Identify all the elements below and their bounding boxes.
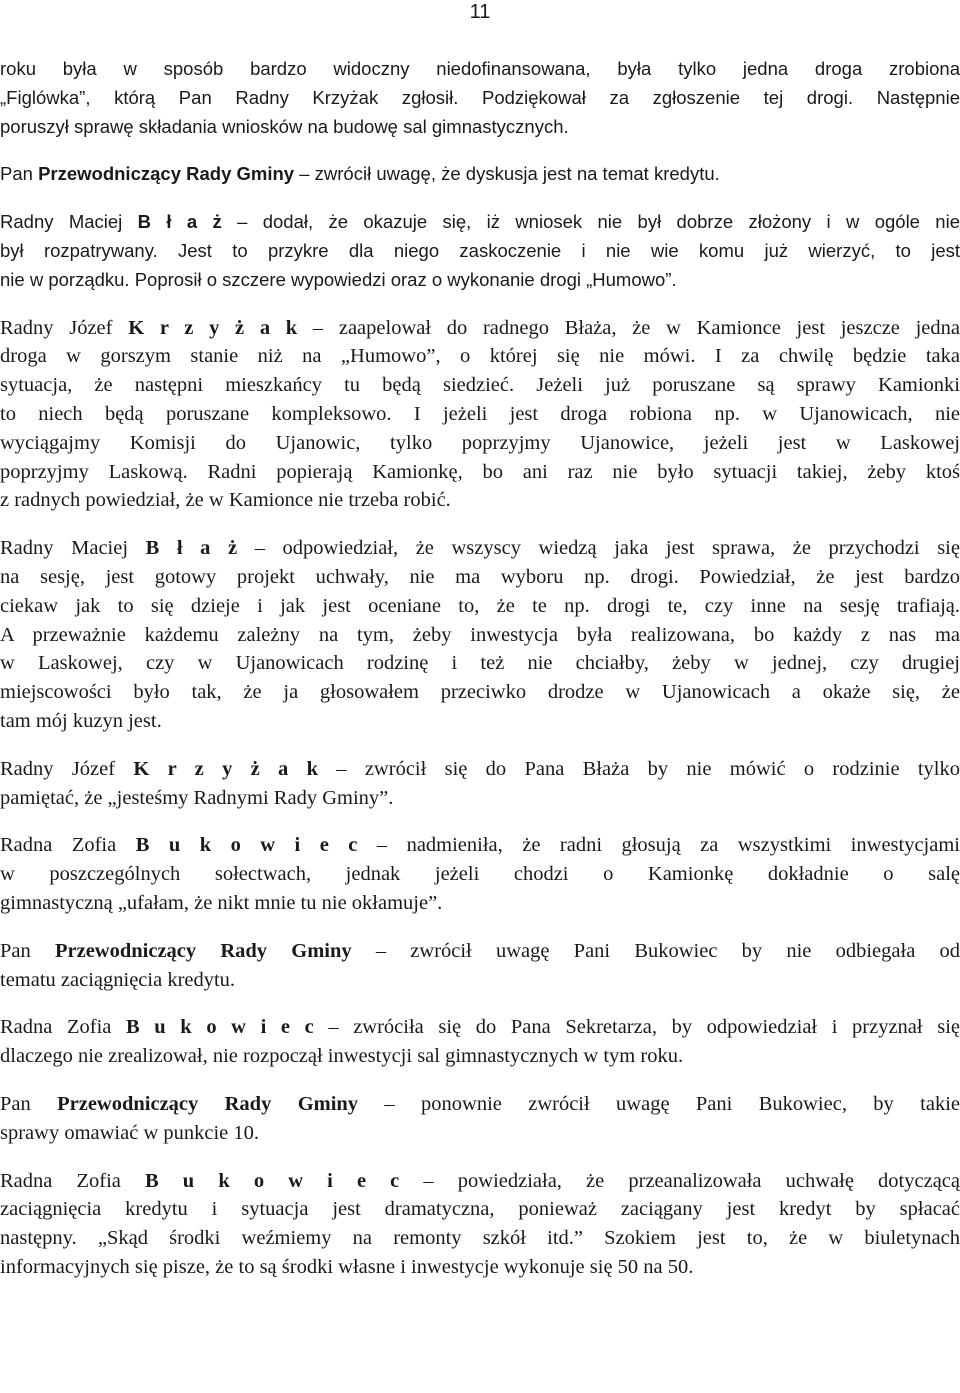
- text-line: w poszczególnych sołectwach, jednak jeżeli chodzi o Kamionkę dokładnie o salę: [0, 863, 960, 886]
- speaker-name: K r z y ż a k: [133, 757, 318, 780]
- speaker-name: Przewodniczący Rady Gminy: [54, 939, 352, 962]
- text-line: „Figlówka”, którą Pan Radny Krzyżak zgłosił. Podziękował za zgłoszenie tej drogi. Następnie: [0, 86, 960, 108]
- text-line: był rozpatrywany. Jest to przykre dla niego zaskoczenie i nie wie komu już wierzyć, to jest: [0, 239, 960, 261]
- text-line: Radny Józef K r z y ż a k – zwrócił się do Pana Błaża by nie mówić o rodzinie tylko: [0, 757, 960, 780]
- text-line: poprzyjmy Laskową. Radni popierają Kamionkę, bo ani raz nie było sytuacji takiej, żeby ktoś: [0, 460, 960, 483]
- text-line: roku była w sposób bardzo widoczny niedofinansowana, była tylko jedna droga zrobiona: [0, 58, 960, 79]
- text-line: dlaczego nie zrealizował, nie rozpoczął inwestycji sal gimnastycznych w tym roku.: [0, 1045, 684, 1068]
- paragraph: [0, 208, 960, 294]
- speaker-name: B ł a ż: [145, 537, 238, 560]
- text-line: Radny Maciej B ł a ż – dodał, że okazuje się, iż wniosek nie był dobrze złożony i w ogóle nie: [0, 211, 960, 233]
- text-line: to niech będą poruszane kompleksowo. I jeżeli jest droga robiona np. w Ujanowicach, nie: [0, 402, 960, 425]
- text-line: A przeważnie każdemu zależny na tym, żeby inwestycja była realizowana, bo każdy z nas ma: [0, 623, 960, 646]
- text-line: zaciągnięcia kredytu i sytuacja jest dramatyczna, ponieważ zaciągany jest kredyt by spłacać: [0, 1198, 960, 1221]
- paragraph: [0, 1013, 960, 1071]
- text-line: sytuacja, że następni mieszkańcy tu będą siedzieć. Jeżeli już poruszane są sprawy Kamionki: [0, 374, 960, 397]
- text-line: Pan Przewodniczący Rady Gminy – zwrócił uwagę Pani Bukowiec by nie odbiegała od: [0, 939, 960, 962]
- text-line: następny. „Skąd środki weźmiemy na remonty szkół itd.” Szokiem jest to, że w biuletynach: [0, 1227, 960, 1250]
- paragraph: [0, 314, 960, 516]
- text-line: Radna Zofia B u k o w i e c – zwróciła się do Pana Sekretarza, by odpowiedział i przyznał się: [0, 1016, 960, 1039]
- text-line: na sesję, jest gotowy projekt uchwały, nie ma wyboru np. drogi. Powiedział, że jest bardzo: [0, 565, 960, 588]
- text-line: Pan Przewodniczący Rady Gminy – zwrócił uwagę, że dyskusja jest na temat kredytu.: [0, 163, 720, 185]
- speaker-name: B u k o w i e c: [145, 1169, 400, 1192]
- paragraph: [0, 937, 960, 995]
- paragraph: [0, 1167, 960, 1282]
- text-line: tam mój kuzyn jest.: [0, 709, 162, 732]
- page-number: 11: [469, 1, 491, 23]
- text-line: z radnych powiedział, że w Kamionce nie trzeba robić.: [0, 489, 451, 512]
- speaker-name: B u k o w i e c: [135, 834, 358, 857]
- text-line: Radna Zofia B u k o w i e c – nadmieniła, że radni głosują za wszystkimi inwestycjami: [0, 834, 960, 857]
- paragraph: [0, 1090, 960, 1148]
- text-line: w Laskowej, czy w Ujanowicach rodzinę i też nie chciałby, żeby w jednej, czy drugiej: [0, 652, 960, 675]
- paragraph: [0, 55, 960, 141]
- text-line: pamiętać, że „jesteśmy Radnymi Rady Gminy”.: [0, 786, 394, 809]
- speaker-name: Przewodniczący Rady Gminy: [38, 163, 295, 185]
- text-line: ciekaw jak to się dzieje i jak jest oceniane to, że te np. drogi te, czy inne na sesję trafiają.: [0, 594, 960, 617]
- speaker-name: B ł a ż: [137, 211, 222, 233]
- text-line: tematu zaciągnięcia kredytu.: [0, 968, 236, 991]
- text-line: poruszył sprawę składania wniosków na budowę sal gimnastycznych.: [0, 115, 569, 137]
- paragraph: [0, 160, 960, 189]
- text-line: nie w porządku. Poprosił o szczere wypowiedzi oraz o wykonanie drogi „Humowo”.: [0, 268, 677, 290]
- text-line: Radny Maciej B ł a ż – odpowiedział, że wszyscy wiedzą jaka jest sprawa, że przychodzi się: [0, 537, 960, 560]
- document-body: [0, 55, 960, 1301]
- speaker-name: Przewodniczący Rady Gminy: [57, 1092, 359, 1115]
- paragraph: [0, 755, 960, 813]
- text-line: miejscowości było tak, że ja głosowałem przeciwko drodze w Ujanowicach a okaże się, że: [0, 681, 960, 704]
- text-line: wyciągajmy Komisji do Ujanowic, tylko poprzyjmy Ujanowice, jeżeli jest w Laskowej: [0, 431, 960, 454]
- paragraph: [0, 831, 960, 917]
- text-line: droga w gorszym stanie niż na „Humowo”, o której się nie mówi. I za chwilę będzie taka: [0, 345, 960, 368]
- text-line: gimnastyczną „ufałam, że nikt mnie tu nie okłamuje”.: [0, 891, 443, 914]
- text-line: sprawy omawiać w punkcie 10.: [0, 1121, 260, 1144]
- text-line: informacyjnych się pisze, że to są środki własne i inwestycje wykonuje się 50 na 50.: [0, 1255, 694, 1278]
- text-line: Radny Józef K r z y ż a k – zaapelował do radnego Błaża, że w Kamionce jest jeszcze jedna: [0, 316, 960, 339]
- speaker-name: B u k o w i e c: [126, 1016, 314, 1039]
- speaker-name: K r z y ż a k: [128, 316, 298, 339]
- text-line: Radna Zofia B u k o w i e c – powiedziała, że przeanalizowała uchwałę dotyczącą: [0, 1169, 960, 1192]
- paragraph: [0, 534, 960, 736]
- text-line: Pan Przewodniczący Rady Gminy – ponownie zwrócił uwagę Pani Bukowiec, by takie: [0, 1092, 960, 1115]
